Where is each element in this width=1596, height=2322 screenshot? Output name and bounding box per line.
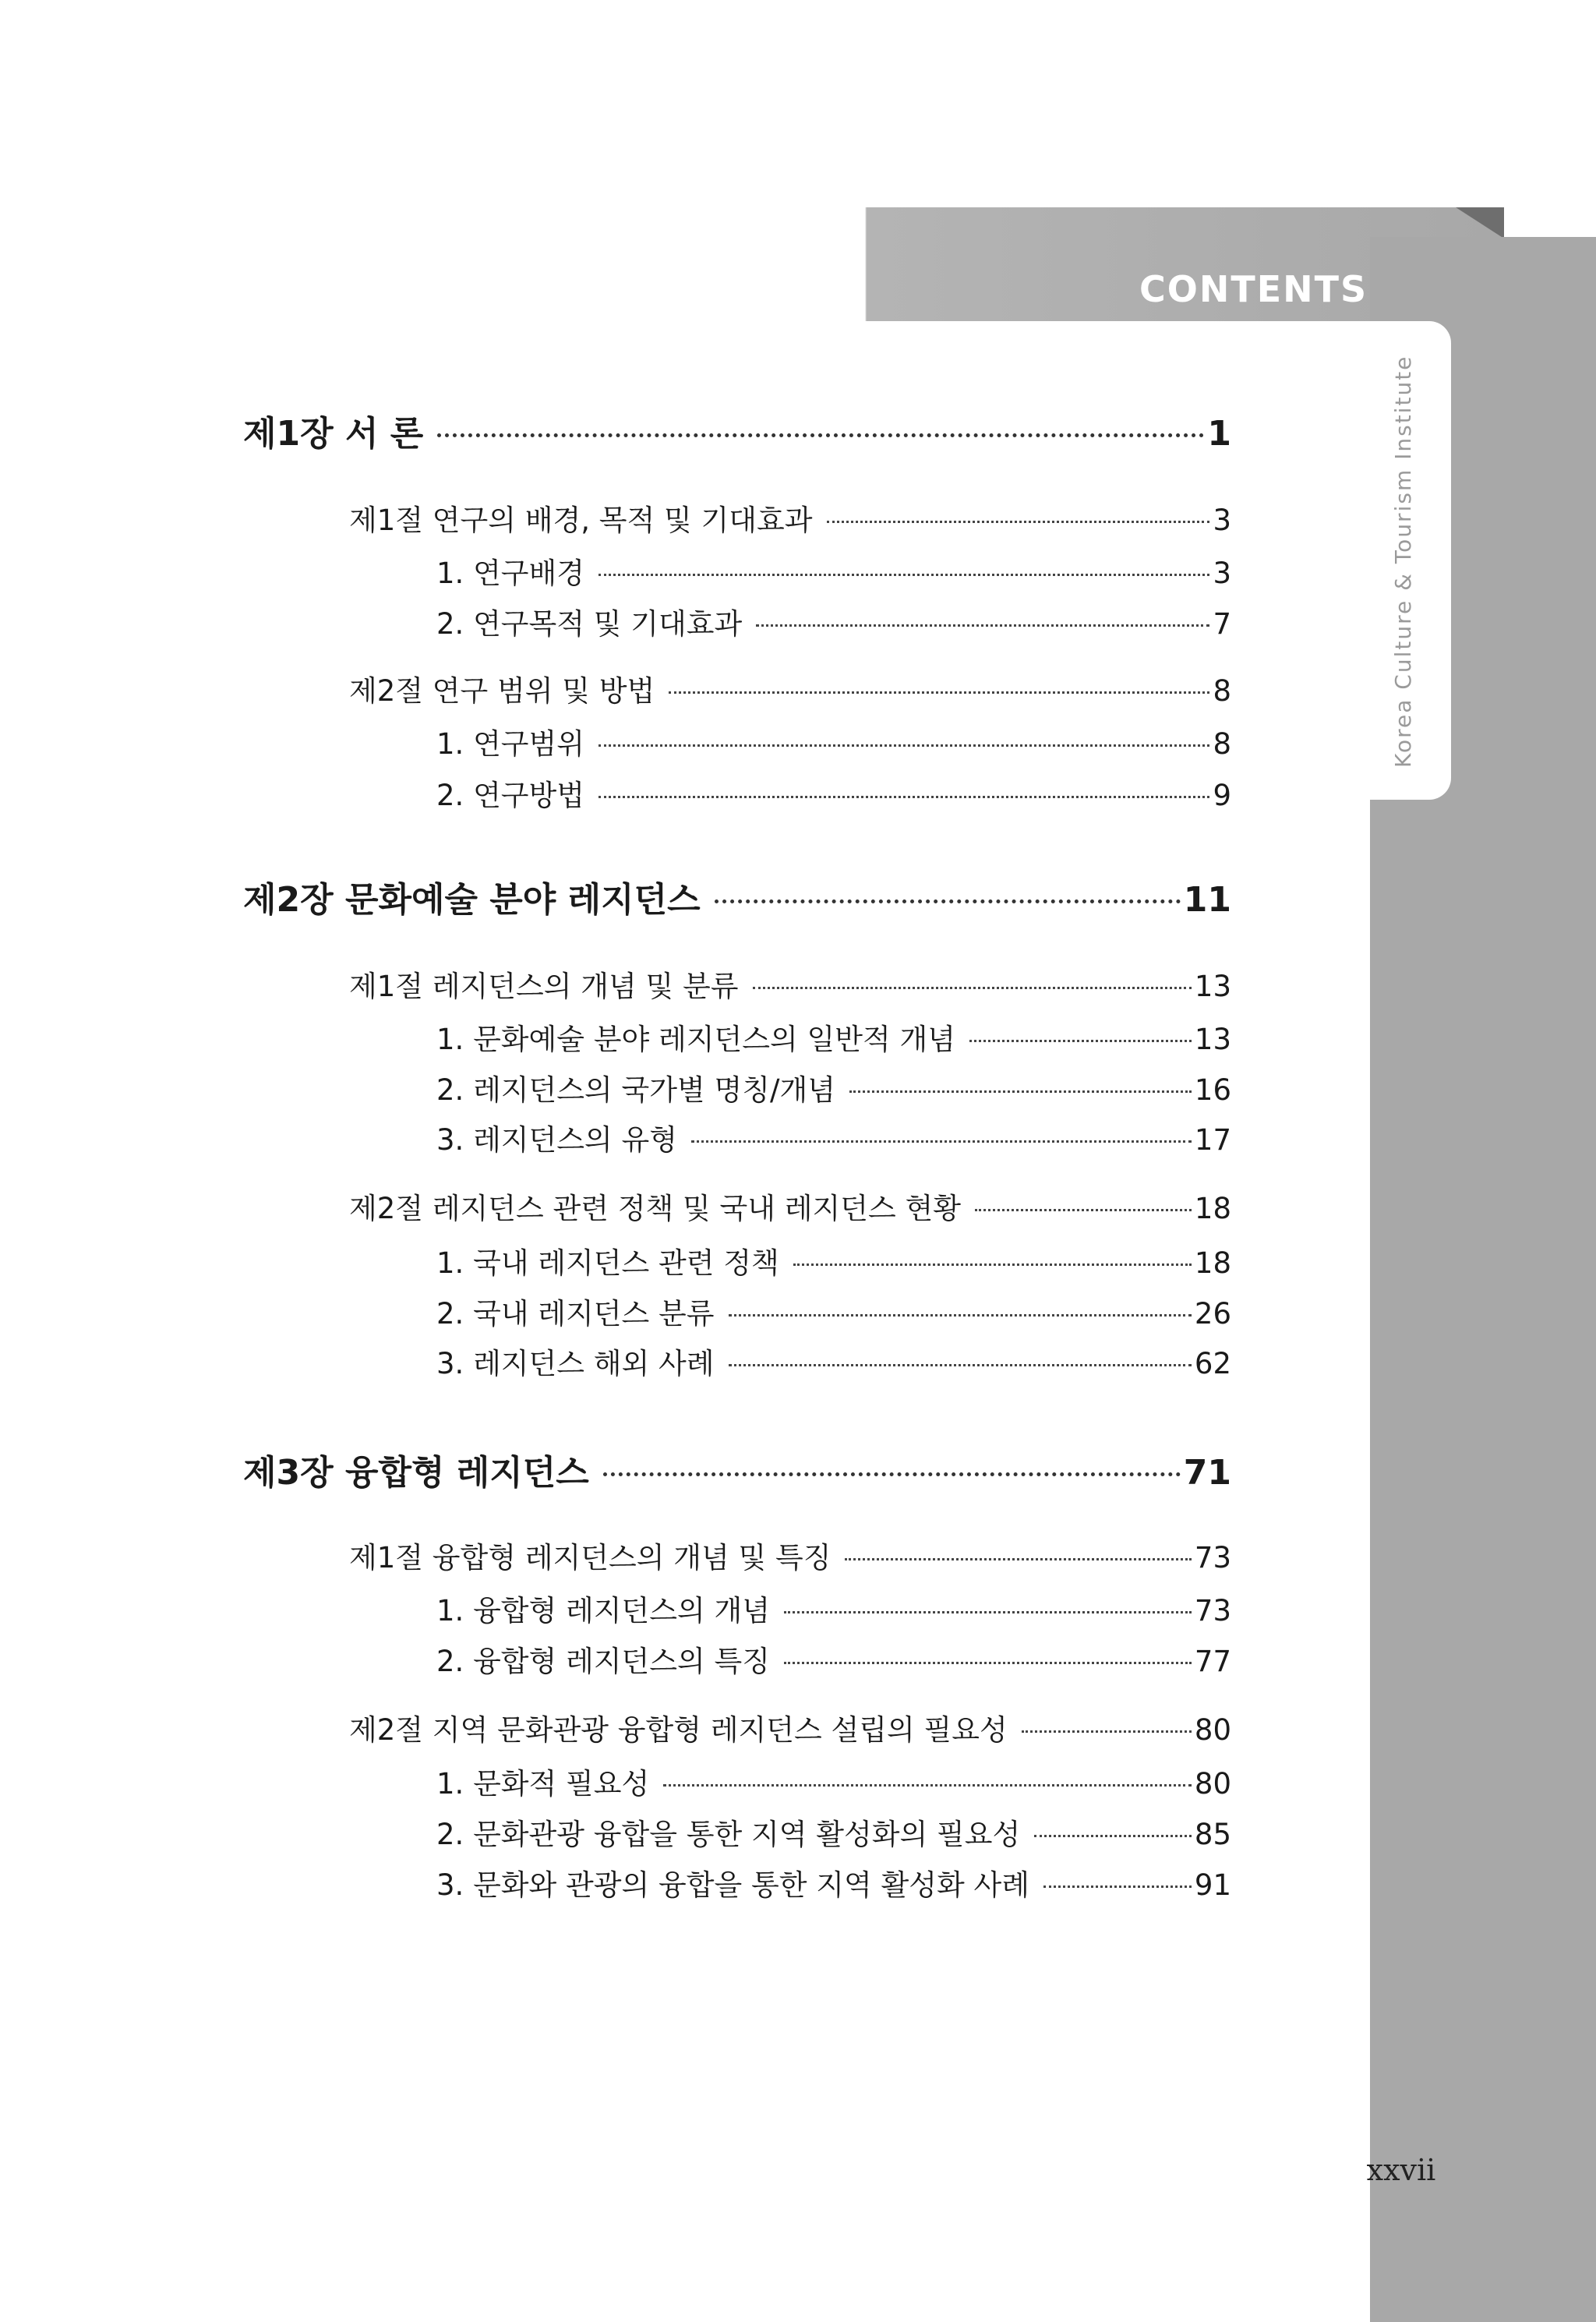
toc-leader <box>969 1040 1192 1042</box>
toc-page: 13 <box>1194 970 1231 1003</box>
toc-label: 3. 레지던스의 유형 <box>436 1123 678 1157</box>
toc-leader <box>715 899 1181 903</box>
toc-entry <box>243 871 1231 921</box>
toc-entry <box>349 963 1231 1005</box>
toc-label: 제1절 연구의 배경, 목적 및 기대효과 <box>349 504 813 537</box>
toc-entry <box>436 1587 1231 1629</box>
toc-page: 8 <box>1213 727 1231 761</box>
toc-leader <box>784 1611 1192 1613</box>
toc-label: 3. 문화와 관광의 융합을 통한 지역 활성화 사례 <box>436 1868 1029 1902</box>
toc-page: 7 <box>1213 607 1231 641</box>
toc-label: 1. 국내 레지던스 관련 정책 <box>436 1246 779 1280</box>
toc-label: 제2절 레지던스 관련 정책 및 국내 레지던스 현황 <box>349 1192 961 1225</box>
toc-entry <box>436 600 1231 642</box>
toc-label: 1. 연구범위 <box>436 727 585 761</box>
institute-label: Korea Culture & Tourism Institute <box>1390 355 1416 768</box>
toc-entry <box>436 720 1231 762</box>
toc-entry <box>436 1290 1231 1332</box>
toc-leader <box>849 1090 1192 1093</box>
toc-leader <box>598 744 1209 747</box>
toc-leader <box>729 1314 1192 1317</box>
toc-page: 77 <box>1194 1645 1231 1678</box>
toc-page: 8 <box>1213 674 1231 708</box>
toc-leader <box>756 624 1209 627</box>
toc-leader <box>1043 1886 1192 1888</box>
toc-entry <box>436 1811 1231 1853</box>
toc-entry <box>436 550 1231 592</box>
toc-leader <box>598 574 1209 576</box>
toc-label: 2. 융합형 레지던스의 특징 <box>436 1645 771 1678</box>
toc-leader <box>827 521 1210 523</box>
toc-page: 71 <box>1183 1453 1231 1493</box>
toc-entry <box>243 405 1231 455</box>
toc-label: 2. 문화관광 융합을 통한 지역 활성화의 필요성 <box>436 1818 1021 1851</box>
toc-leader <box>437 433 1204 437</box>
header-fold <box>1456 207 1504 239</box>
toc-entry <box>436 1340 1231 1382</box>
toc-label: 1. 문화예술 분야 레지던스의 일반적 개념 <box>436 1023 955 1056</box>
toc-label: 제1장 서 론 <box>243 414 424 454</box>
toc-label: 1. 문화적 필요성 <box>436 1767 650 1801</box>
toc-page: 9 <box>1213 779 1231 812</box>
toc-page: 73 <box>1194 1541 1231 1575</box>
toc-entry <box>349 1534 1231 1576</box>
toc-page: 3 <box>1213 557 1231 590</box>
toc-leader <box>793 1263 1192 1266</box>
toc-leader <box>1022 1730 1192 1733</box>
toc-page: 13 <box>1194 1023 1231 1056</box>
toc-entry <box>349 1185 1231 1227</box>
toc-page: 3 <box>1213 504 1231 537</box>
toc-label: 제1절 레지던스의 개념 및 분류 <box>349 970 739 1003</box>
page-number: xxvii <box>1366 2153 1436 2187</box>
toc-entry <box>349 497 1231 539</box>
contents-title: CONTENTS <box>1139 268 1368 310</box>
toc-leader <box>1034 1835 1192 1837</box>
toc-entry <box>436 1066 1231 1108</box>
toc-page: 1 <box>1207 414 1231 454</box>
toc-leader <box>691 1140 1192 1143</box>
toc-label: 1. 융합형 레지던스의 개념 <box>436 1594 771 1628</box>
toc-page: 18 <box>1194 1246 1231 1280</box>
toc-page: 80 <box>1194 1713 1231 1747</box>
toc-label: 제1절 융합형 레지던스의 개념 및 특징 <box>349 1541 832 1575</box>
toc-entry <box>349 667 1231 709</box>
toc-entry <box>436 1016 1231 1058</box>
toc-label: 2. 연구목적 및 기대효과 <box>436 607 743 641</box>
toc-label: 2. 국내 레지던스 분류 <box>436 1297 715 1331</box>
toc-entry <box>243 1444 1231 1494</box>
toc-leader <box>603 1472 1181 1476</box>
toc-label: 제2절 지역 문화관광 융합형 레지던스 설립의 필요성 <box>349 1713 1008 1747</box>
toc-page: 11 <box>1183 880 1231 920</box>
toc-leader <box>753 987 1192 989</box>
toc-entry <box>436 1760 1231 1802</box>
toc-label: 제2장 문화예술 분야 레지던스 <box>243 880 701 920</box>
toc-entry <box>436 1638 1231 1680</box>
toc-leader <box>975 1209 1192 1211</box>
toc-leader <box>729 1364 1192 1366</box>
toc-page: 26 <box>1194 1297 1231 1331</box>
toc-page: 18 <box>1194 1192 1231 1225</box>
toc-page: 62 <box>1194 1347 1231 1380</box>
toc-page: 73 <box>1194 1594 1231 1628</box>
toc-leader <box>663 1784 1192 1787</box>
toc-page: 85 <box>1194 1818 1231 1851</box>
toc-label: 2. 레지던스의 국가별 명칭/개념 <box>436 1073 835 1107</box>
toc-entry <box>436 772 1231 814</box>
toc-entry <box>436 1116 1231 1158</box>
toc-page: 80 <box>1194 1767 1231 1801</box>
toc-leader <box>598 796 1209 798</box>
toc-leader <box>845 1558 1191 1560</box>
toc-label: 제2절 연구 범위 및 방법 <box>349 674 655 708</box>
toc-label: 1. 연구배경 <box>436 557 585 590</box>
toc-leader <box>784 1662 1192 1664</box>
toc-label: 3. 레지던스 해외 사례 <box>436 1347 715 1380</box>
toc-page: 91 <box>1194 1868 1231 1902</box>
toc-leader <box>669 691 1209 694</box>
toc-entry <box>436 1239 1231 1281</box>
toc-page: 16 <box>1194 1073 1231 1107</box>
toc-label: 제3장 융합형 레지던스 <box>243 1453 589 1493</box>
toc-page: 17 <box>1194 1123 1231 1157</box>
toc-label: 2. 연구방법 <box>436 779 585 812</box>
toc-entry <box>436 1861 1231 1903</box>
toc-entry <box>349 1706 1231 1748</box>
